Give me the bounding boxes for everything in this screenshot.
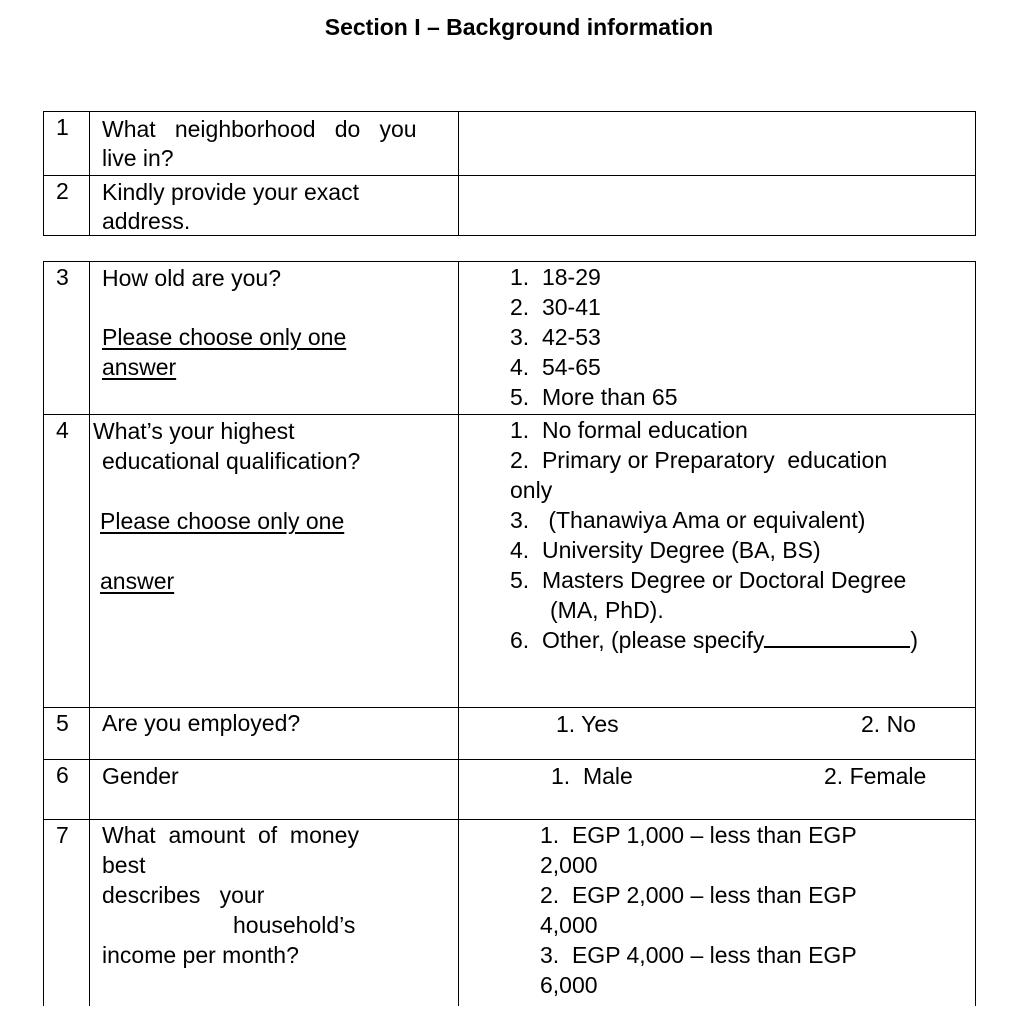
answer-cell-neighborhood[interactable] <box>459 112 975 175</box>
row-number: 3 <box>56 264 69 290</box>
question-text-line1: What neighborhood do you <box>102 116 417 142</box>
option-item[interactable]: 1. EGP 1,000 – less than EGP <box>540 822 857 848</box>
instruction-text: Please choose only one <box>100 508 345 534</box>
option-item[interactable]: 1. No formal education <box>510 417 748 443</box>
instruction-text: Please choose only one <box>102 324 347 350</box>
specify-blank-line[interactable] <box>764 626 910 648</box>
option-item[interactable]: 3. (Thanawiya Ama or equivalent) <box>510 507 866 533</box>
options-cell <box>459 820 975 1019</box>
option-item[interactable]: 2. EGP 2,000 – less than EGP <box>540 882 857 908</box>
row-number-cell <box>44 415 90 707</box>
row-number: 6 <box>56 762 69 788</box>
option-item-continued: (MA, PhD). <box>550 597 664 623</box>
table-row-2 <box>44 175 975 235</box>
row-number-cell <box>44 262 90 414</box>
row-number-cell <box>44 760 90 819</box>
question-text: How old are you? <box>102 265 281 291</box>
options-cell <box>459 760 975 819</box>
option-male[interactable]: 1. Male <box>551 763 633 789</box>
option-item[interactable]: 2. 30-41 <box>510 294 601 320</box>
table-row-4 <box>44 414 975 707</box>
row-number: 2 <box>56 178 69 204</box>
question-cell <box>90 112 459 175</box>
question-text-line1: Kindly provide your exact <box>102 179 359 205</box>
question-text: Gender <box>102 763 179 789</box>
row-number-cell <box>44 708 90 759</box>
option-yes[interactable]: 1. Yes <box>556 711 619 737</box>
question-cell <box>90 820 459 1019</box>
row-number-cell <box>44 820 90 1019</box>
question-text-line2: address. <box>102 208 191 234</box>
options-cell <box>459 708 975 759</box>
question-cell <box>90 760 459 819</box>
option-female[interactable]: 2. Female <box>824 763 927 789</box>
option-item-continued: 2,000 <box>540 852 598 878</box>
option-other-label: 6. Other, (please specify <box>510 627 765 653</box>
question-text: Are you employed? <box>102 710 301 736</box>
option-item-continued: 6,000 <box>540 972 598 998</box>
question-text-line1: What’s your highest <box>93 418 295 444</box>
option-item[interactable]: 3. EGP 4,000 – less than EGP <box>540 942 857 968</box>
option-item[interactable]: 1. 18-29 <box>510 264 601 290</box>
option-item-other[interactable] <box>510 625 918 655</box>
address-table <box>43 111 976 236</box>
close-paren: ) <box>910 627 919 653</box>
question-text-line2: educational qualification? <box>102 448 361 474</box>
row-number-cell <box>44 112 90 175</box>
option-item[interactable]: 4. University Degree (BA, BS) <box>510 537 821 563</box>
questions-table <box>43 261 976 1021</box>
option-no[interactable]: 2. No <box>861 711 916 737</box>
instruction-text: answer <box>100 568 175 594</box>
row-number: 5 <box>56 710 69 736</box>
row-number: 1 <box>56 114 69 140</box>
question-text-line2: live in? <box>102 145 174 171</box>
table-row-3 <box>44 262 975 414</box>
question-cell <box>90 415 459 707</box>
question-cell <box>90 262 459 414</box>
row-number: 4 <box>56 417 69 443</box>
options-cell <box>459 415 975 707</box>
table-row-1 <box>44 112 975 175</box>
option-item[interactable]: 4. 54-65 <box>510 354 601 380</box>
instruction-text: answer <box>102 354 177 380</box>
table-row-6 <box>44 759 975 819</box>
answer-cell-address[interactable] <box>459 176 975 235</box>
question-text-line3: describes your <box>102 882 265 908</box>
question-cell <box>90 176 459 235</box>
section-title: Section I – Background information <box>324 14 714 40</box>
row-number-cell <box>44 176 90 235</box>
option-item[interactable]: 2. Primary or Preparatory education <box>510 447 888 473</box>
option-item[interactable]: 5. More than 65 <box>510 384 678 410</box>
option-item[interactable]: 3. 42-53 <box>510 324 601 350</box>
option-item-continued: only <box>510 477 553 503</box>
question-text-line5: income per month? <box>102 942 299 968</box>
question-text-line4: household’s <box>233 912 356 938</box>
options-cell <box>459 262 975 414</box>
table-row-5 <box>44 707 975 759</box>
table-row-7 <box>44 819 975 1019</box>
row-number: 7 <box>56 822 69 848</box>
question-text-line1: What amount of money <box>102 822 359 848</box>
question-cell <box>90 708 459 759</box>
page-cutoff <box>43 1006 976 1029</box>
option-item-continued: 4,000 <box>540 912 598 938</box>
question-text-line2: best <box>102 852 146 878</box>
option-item[interactable]: 5. Masters Degree or Doctoral Degree <box>510 567 907 593</box>
